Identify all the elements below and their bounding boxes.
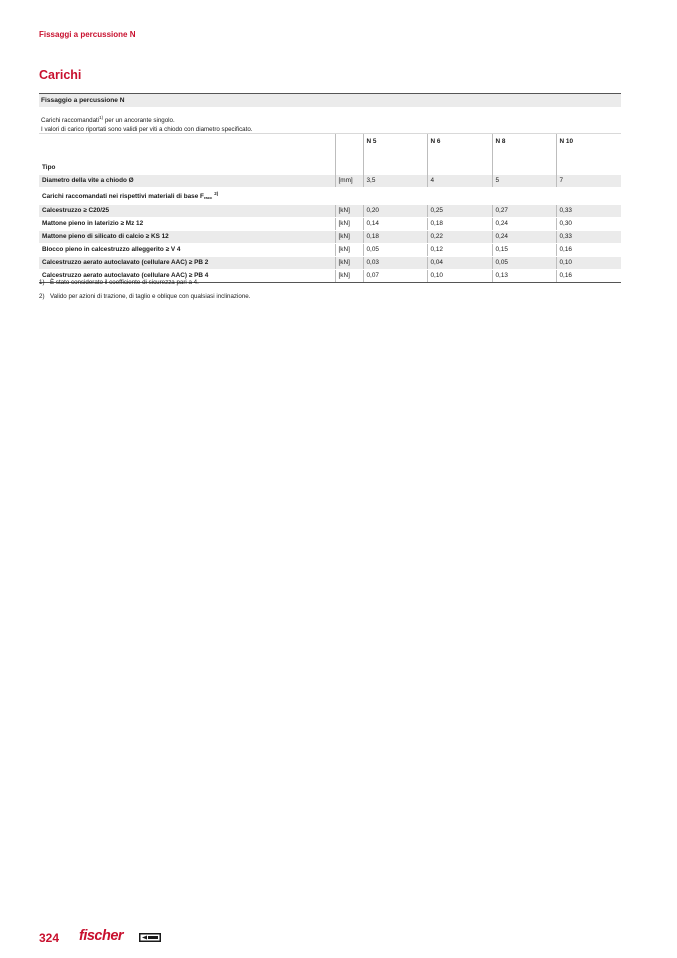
table-row — [39, 244, 621, 257]
row-label: Mattone pieno in laterizio ≥ Mz 12 — [39, 218, 335, 231]
fischer-logo: fischer — [79, 928, 124, 944]
cell-value: 0,18 — [427, 218, 492, 231]
footnote-text: È stato considerato il coefficiente di sicurezza pari a 4. — [50, 279, 199, 286]
cell-value: 5 — [492, 175, 556, 188]
cell-value: 0,13 — [492, 270, 556, 283]
row-unit: [kN] — [335, 257, 363, 270]
type-label: Tipo — [42, 164, 56, 171]
cell-value: 0,07 — [363, 270, 427, 283]
load-section-header-row — [39, 188, 621, 205]
load-section-footnote-ref: 2) — [214, 191, 219, 196]
cell-value: 0,18 — [363, 231, 427, 244]
row-label: Mattone pieno di silicato di calcio ≥ KS 12 — [39, 231, 335, 244]
table-intro — [39, 107, 621, 134]
cell-value: 0,16 — [556, 244, 621, 257]
diameter-row — [39, 175, 621, 188]
cell-value: 0,04 — [427, 257, 492, 270]
cell-value: 0,05 — [492, 257, 556, 270]
row-label: Calcestruzzo ≥ C20/25 — [39, 205, 335, 218]
cell-value: 0,27 — [492, 205, 556, 218]
footnote-number: 2) — [39, 293, 45, 300]
cell-value: 7 — [556, 175, 621, 188]
row-label: Calcestruzzo aerato autoclavato (cellulare AAC) ≥ PB 4 — [39, 270, 335, 283]
footnote-text: Valido per azioni di trazione, di taglio e oblique con qualsiasi inclinazione. — [50, 293, 251, 300]
row-unit: [mm] — [335, 175, 363, 188]
intro-footnote-ref: 1) — [99, 115, 104, 120]
cell-value: 0,16 — [556, 270, 621, 283]
table-row — [39, 205, 621, 218]
intro-text-rest: per un ancorante singolo. — [103, 117, 175, 124]
cell-value: 0,30 — [556, 218, 621, 231]
cell-value: 0,15 — [492, 244, 556, 257]
fischer-logo-mark-icon — [139, 933, 161, 942]
cell-value: 0,10 — [556, 257, 621, 270]
cell-value: 0,33 — [556, 231, 621, 244]
intro-text: Carichi raccomandati — [41, 117, 100, 124]
row-unit: [kN] — [335, 218, 363, 231]
row-label: Calcestruzzo aerato autoclavato (cellulare AAC) ≥ PB 2 — [39, 257, 335, 270]
cell-value: 0,24 — [492, 218, 556, 231]
row-unit: [kN] — [335, 244, 363, 257]
footnote — [39, 290, 250, 304]
page-number: 324 — [39, 931, 60, 945]
intro-validity-text: I valori di carico riportati sono validi per viti a chiodo con diametro specificato. — [41, 125, 253, 133]
cell-value: 0,25 — [427, 205, 492, 218]
running-header: Fissaggi a percussione N — [39, 30, 136, 39]
cell-value: 0,12 — [427, 244, 492, 257]
cell-value: 0,33 — [556, 205, 621, 218]
load-table — [39, 93, 621, 283]
footnote-number: 1) — [39, 279, 45, 286]
table-row — [39, 218, 621, 231]
cell-value: 0,22 — [427, 231, 492, 244]
cell-value: 0,03 — [363, 257, 427, 270]
table-row — [39, 257, 621, 270]
column-header: N 10 — [556, 134, 621, 175]
cell-value: 0,24 — [492, 231, 556, 244]
column-header: N 6 — [427, 134, 492, 175]
cell-value: 4 — [427, 175, 492, 188]
load-section-header — [39, 188, 621, 205]
column-header: N 5 — [363, 134, 427, 175]
load-section-label: Carichi raccomandati nei rispettivi materiali di base F — [42, 193, 204, 200]
section-title: Carichi — [39, 68, 82, 82]
row-label: Blocco pieno in calcestruzzo alleggerito ≥ V 4 — [39, 244, 335, 257]
cell-value: 0,05 — [363, 244, 427, 257]
row-label: Diametro della vite a chiodo Ø — [39, 175, 335, 188]
row-unit: [kN] — [335, 270, 363, 283]
row-unit: [kN] — [335, 205, 363, 218]
load-section-subscript: racc — [203, 195, 213, 200]
table-row — [39, 231, 621, 244]
cell-value: 3,5 — [363, 175, 427, 188]
footnote — [39, 276, 250, 290]
unit-header-cell — [335, 134, 363, 175]
data-table — [39, 134, 621, 283]
cell-value: 0,14 — [363, 218, 427, 231]
column-header: N 8 — [492, 134, 556, 175]
footnotes — [39, 276, 250, 304]
row-unit: [kN] — [335, 231, 363, 244]
cell-value: 0,10 — [427, 270, 492, 283]
cell-value: 0,20 — [363, 205, 427, 218]
header-row — [39, 134, 621, 175]
table-title: Fissaggio a percussione N — [39, 93, 621, 107]
